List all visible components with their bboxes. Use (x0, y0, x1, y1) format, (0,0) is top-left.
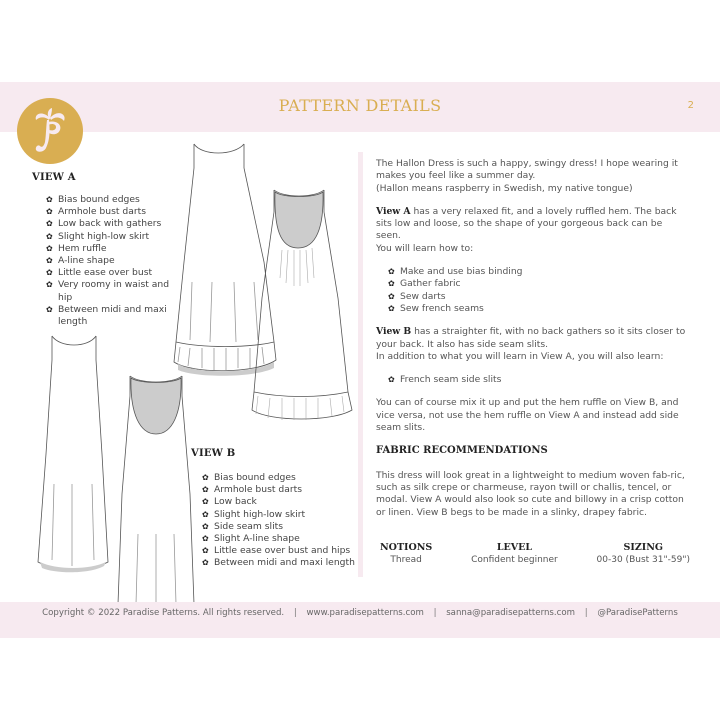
pattern-details-page (0, 82, 720, 637)
copyright-text: Copyright © 2022 Paradise Patterns. All rights reserved. (42, 608, 285, 618)
spec-notions: NOTIONS Thread (380, 542, 433, 565)
view-b-front-sketch (34, 334, 110, 584)
paradise-patterns-logo (17, 98, 83, 164)
header-band (0, 82, 720, 132)
specs-row (380, 542, 690, 565)
view-b-back-sketch (116, 374, 196, 604)
flower-icon: ✿ (46, 304, 53, 314)
list-item: ✿ Little ease over bust and hips (202, 545, 351, 557)
list-item: ✿ Slight A-line shape (202, 533, 300, 545)
spec-sizing: SIZING 00-30 (Bust 31"-59") (596, 542, 690, 565)
flower-icon: ✿ (46, 207, 53, 217)
list-item: ✿ Sew french seams (388, 302, 484, 314)
social-handle[interactable]: @ParadisePatterns (597, 608, 678, 618)
list-item: ✿ Slight high-low skirt (202, 508, 306, 520)
list-item: ✿ Low back (202, 496, 257, 508)
flower-icon: ✿ (46, 243, 53, 253)
flower-icon: ✿ (202, 497, 209, 507)
list-item: ✿ A-line shape (46, 255, 115, 267)
view-a-skills-list (388, 266, 688, 315)
list-item: ✿ Bias bound edges (46, 194, 140, 205)
list-item: ✿ Make and use bias binding (388, 266, 523, 278)
view-a-feature-list (46, 194, 186, 328)
flower-icon: ✿ (46, 219, 53, 229)
list-item: ✿ Little ease over bust (46, 267, 153, 279)
list-item: ✿ Between midi and maxi length (46, 303, 167, 328)
flower-icon: ✿ (388, 303, 395, 313)
view-a-back-sketch (248, 188, 354, 428)
list-item: ✿ Bias bound edges (202, 472, 296, 483)
list-item: ✿ Between midi and maxi length (202, 557, 355, 569)
flower-icon: ✿ (46, 195, 53, 204)
flower-icon: ✿ (388, 279, 395, 289)
page-number: 2 (687, 100, 694, 111)
list-item: ✿ Very roomy in waist and hip (46, 279, 170, 303)
flower-icon: ✿ (202, 485, 209, 495)
view-a-paragraph: View A has a very relaxed fit, and a lovely ruffled hem. The back sits low and loose, so the shape of your gorgeous back can be seen. You will learn how to: (376, 205, 677, 254)
flower-icon: ✿ (388, 375, 395, 385)
flower-icon: ✿ (46, 231, 53, 241)
flower-icon: ✿ (46, 280, 53, 290)
column-divider (358, 152, 363, 577)
view-b-paragraph: View B has a straighter fit, with no back gathers so it sits closer to your back. It also has side seam slits. In addition to what you will learn in View A, you will also learn: (376, 326, 686, 362)
view-b-heading: VIEW B (191, 448, 236, 459)
footer (0, 602, 720, 638)
website-link[interactable]: www.paradisepatterns.com (306, 608, 424, 618)
flower-icon: ✿ (46, 268, 53, 278)
footer-text: Copyright © 2022 Paradise Patterns. All rights reserved. | www.paradisepatterns.com | sanna@paradisepatterns.com | @ParadisePatterns (42, 608, 678, 618)
fabric-paragraph: This dress will look great in a lightweight to medium woven fab-ric, such as silk crepe or charmeuse, rayon twill or challis, tencel, or modal. View A would also look so cute and billowy in a crisp cotton or linen. View B begs to be made in a slinky, drapey fabric. (376, 469, 685, 518)
flower-icon: ✿ (202, 534, 209, 544)
flower-icon: ✿ (202, 473, 209, 482)
flower-icon: ✿ (202, 558, 209, 568)
description-column (376, 158, 688, 530)
intro-paragraph: The Hallon Dress is such a happy, swingy dress! I hope wearing it makes you feel like a summer day. (Hallon means raspberry in Swedish, my native tongue) (376, 158, 678, 194)
list-item: ✿ Sew darts (388, 290, 446, 302)
view-a-heading: VIEW A (32, 172, 76, 183)
list-item: ✿ Slight high-low skirt (46, 230, 150, 242)
view-b-feature-list (202, 472, 362, 570)
list-item: ✿ French seam side slits (388, 374, 502, 386)
page-title: PATTERN DETAILS (278, 96, 442, 115)
list-item: ✿ Armhole bust darts (46, 206, 147, 218)
flower-icon: ✿ (46, 256, 53, 266)
email-link[interactable]: sanna@paradisepatterns.com (446, 608, 575, 618)
list-item: ✿ Side seam slits (202, 520, 284, 532)
mix-paragraph: You can of course mix it up and put the hem ruffle on View B, and vice versa, not use the hem ruffle on View A and instead add side seam slits. (376, 397, 679, 434)
flower-icon: ✿ (388, 267, 395, 277)
list-item: ✿ Gather fabric (388, 278, 461, 290)
fabric-heading: FABRIC RECOMMENDATIONS (376, 445, 548, 457)
flower-icon: ✿ (388, 291, 395, 301)
list-item: ✿ Hem ruffle (46, 242, 107, 254)
spec-level: LEVEL Confident beginner (471, 542, 558, 565)
view-b-skills-list (388, 374, 688, 386)
list-item: ✿ Armhole bust darts (202, 484, 303, 496)
flower-icon: ✿ (202, 521, 209, 531)
palm-p-icon (28, 106, 72, 156)
flower-icon: ✿ (202, 546, 209, 556)
flower-icon: ✿ (202, 509, 209, 519)
list-item: ✿ Low back with gathers (46, 218, 162, 230)
